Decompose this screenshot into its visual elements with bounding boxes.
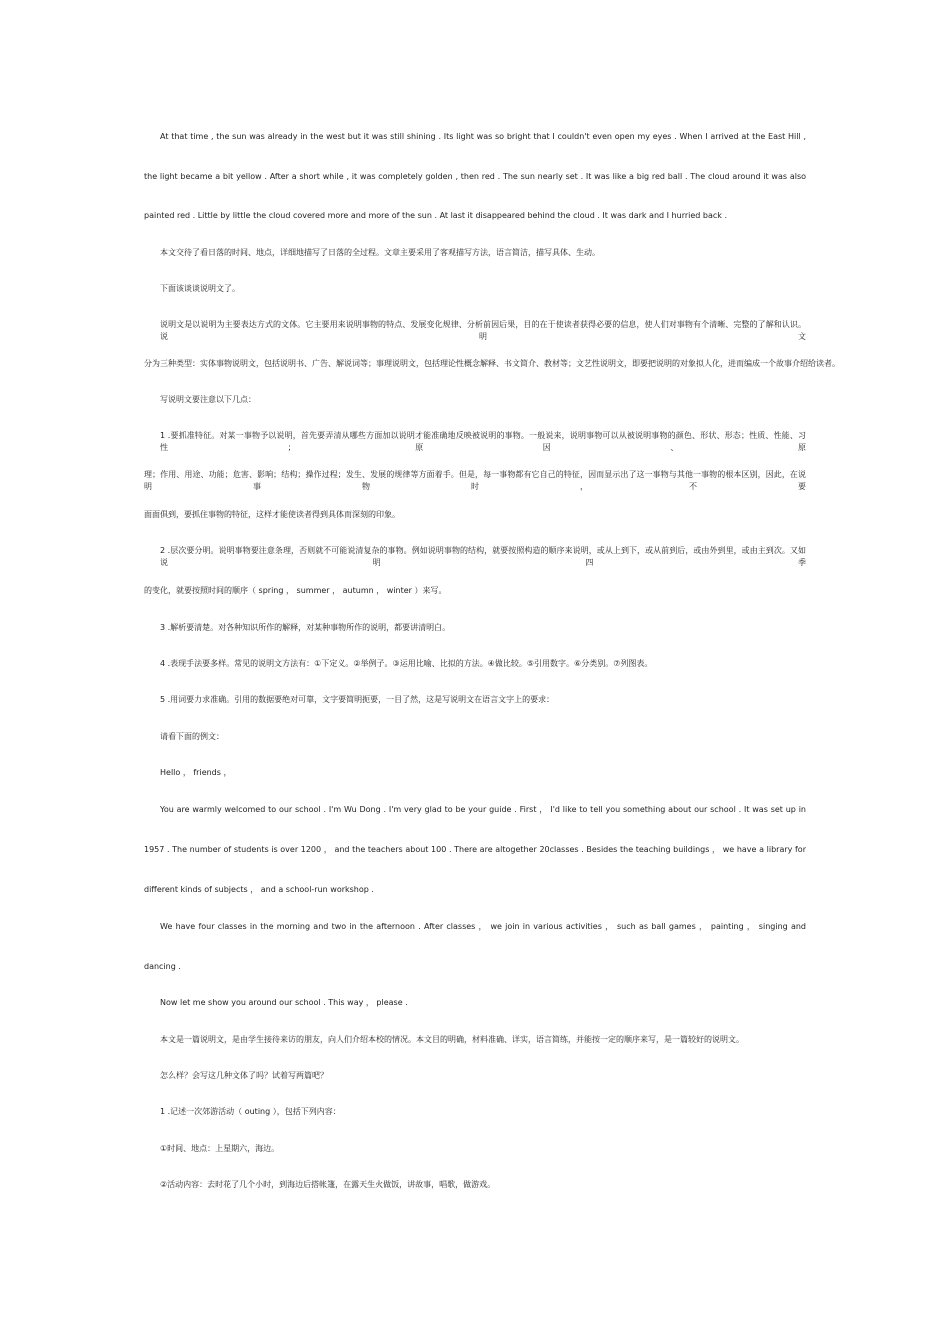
paragraph-line: 4 .表现手法要多样。常见的说明文方法有：①下定义。②举例子。③运用比喻、比拟的方法。④做比较。⑤引用数字。⑥分类别。⑦列图表。	[160, 659, 653, 668]
paragraph-line: 面面俱到，要抓住事物的特征，这样才能使读者得到具体而深刻的印象。	[144, 510, 400, 519]
paragraph-line: 怎么样？会写这几种文体了吗？试着写两篇吧？	[160, 1071, 328, 1080]
paragraph-line: 写说明文要注意以下几点：	[160, 395, 256, 404]
paragraph-line: ①时间、地点：上星期六，海边。	[160, 1144, 280, 1153]
paragraph-line: 本文交待了看日落的时间、地点，详细地描写了日落的全过程。文章主要采用了客观描写方法，语言简洁，描写具体、生动。	[160, 248, 600, 257]
paragraph-line: 5 .用词要力求准确。引用的数据要绝对可靠，文字要简明扼要，一目了然，这是写说明文在语言文字上的要求：	[160, 695, 555, 704]
paragraph-line: ②活动内容：去时花了几个小时，到海边后搭帐篷，在露天生火做饭，讲故事，唱歌，做游戏。	[160, 1180, 496, 1189]
paragraph-line: Now let me show you around our school . This way ， please .	[160, 998, 408, 1007]
paragraph-line: 3 .解析要清楚。对各种知识所作的解释，对某种事物所作的说明，都要讲清明白。	[160, 623, 451, 632]
paragraph-line: At that time , the sun was already in the west but it was still shining . Its light was so bright that I couldn't even open my eyes . When I arrived at the East Hill ,	[160, 132, 806, 141]
paragraph-line: the light became a bit yellow . After a short while , it was completely golden , then red . The sun nearly set . It was like a big red ball . The cloud around it was also	[144, 172, 806, 181]
paragraph-line: 说明文是以说明为主要表达方式的文体。它主要用来说明事物的特点、发展变化规律、分析前因后果，目的在于使读者获得必要的信息，使人们对事物有个清晰、完整的了解和认识。说明文	[160, 320, 806, 341]
paragraph-line: 1 .记述一次郊游活动（ outing ），包括下列内容：	[160, 1107, 341, 1116]
paragraph-line: 的变化，就要按照时间的顺序（ spring ， summer ， autumn ， winter ）来写。	[144, 586, 447, 595]
paragraph-line: 1 .要抓准特征。对某一事物予以说明，首先要弄清从哪些方面加以说明才能准确地反映被说明的事物。一般说来，说明事物可以从被说明事物的颜色、形状、形态；性质、性能、习性；原因、原	[160, 431, 806, 452]
paragraph-line: painted red . Little by little the cloud covered more and more of the sun . At last it disappeared behind the cloud . It was dark and I hurried back .	[144, 211, 727, 220]
paragraph-line: We have four classes in the morning and two in the afternoon . After classes ， we join in various activities ， such as ball games ， painting ， singing and	[160, 922, 806, 931]
paragraph-line: 1957 . The number of students is over 1200 ， and the teachers about 100 . There are altogether 20classes . Besides the teaching buildings ， we have a library for	[144, 845, 806, 854]
paragraph-line: Hello ， friends ，	[160, 768, 232, 777]
paragraph-line: 理；作用、用途、功能；危害、影响；结构；操作过程；发生、发展的规律等方面着手。但是，每一事物都有它自己的特征，因而显示出了这一事物与其他一事物的根本区别，因此，在说明事物时，不要	[144, 470, 806, 491]
paragraph-line: 2 .层次要分明。说明事物要注意条理，否则就不可能说清复杂的事物。例如说明事物的结构，就要按照构造的顺序来说明，或从上到下，或从前到后，或由外到里，或由主到次。又如说明四季	[160, 546, 806, 567]
paragraph-line: 分为三种类型：实体事物说明文，包括说明书、广告、解说词等；事理说明文，包括理论性概念解释、书文简介、教材等；文艺性说明文，即要把说明的对象拟人化，进而编成一个故事介绍给读者。	[144, 359, 840, 368]
paragraph-line: dancing .	[144, 962, 181, 971]
paragraph-line: You are warmly welcomed to our school . I'm Wu Dong . I'm very glad to be your guide . First ， I'd like to tell you something about our school . It was set up in	[160, 805, 806, 814]
paragraph-line: 本文是一篇说明文，是由学生接待来访的朋友，向人们介绍本校的情况。本文目的明确，材料准确、详实，语言简练，并能按一定的顺序来写，是一篇较好的说明文。	[160, 1035, 744, 1044]
paragraph-line: 下面该谈谈说明文了。	[160, 284, 240, 293]
paragraph-line: 请看下面的例文：	[160, 732, 224, 741]
paragraph-line: different kinds of subjects ， and a school-run workshop .	[144, 885, 374, 894]
